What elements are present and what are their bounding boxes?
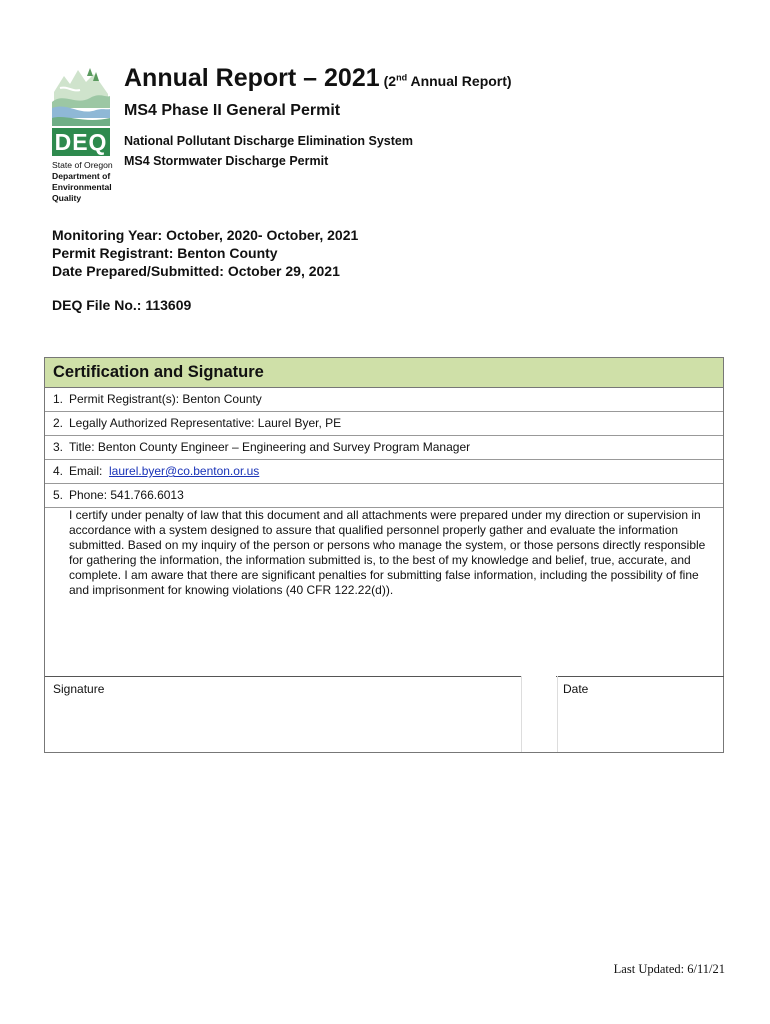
signature-divider <box>521 676 558 752</box>
subtitle-pre: (2 <box>383 73 397 89</box>
table-row <box>45 412 723 436</box>
date-field[interactable]: Date <box>563 682 589 696</box>
row-text: Permit Registrant(s): Benton County <box>69 392 262 406</box>
row-number: 1. <box>53 392 64 406</box>
system-name <box>124 131 413 171</box>
signature-line <box>45 676 521 677</box>
email-link[interactable]: laurel.byer@co.benton.or.us <box>109 464 260 478</box>
monitoring-year: Monitoring Year: October, 2020- October, 2021 <box>52 227 359 243</box>
title-main: Annual Report – 2021 <box>124 64 380 92</box>
system-line: MS4 Stormwater Discharge Permit <box>124 154 329 168</box>
signature-field[interactable]: Signature <box>53 682 105 696</box>
agency-line: Department of <box>52 171 111 181</box>
permit-name: MS4 Phase II General Permit <box>124 102 341 119</box>
permit-registrant: Permit Registrant: Benton County <box>52 245 278 261</box>
email-label: Email: <box>69 464 110 478</box>
agency-line: Environmental <box>52 182 112 192</box>
report-title <box>124 64 512 93</box>
last-updated: Last Updated: 6/11/21 <box>613 962 725 976</box>
row-text: Phone: 541.766.6013 <box>69 488 184 502</box>
deq-logo <box>50 62 112 204</box>
subtitle-post: Annual Report) <box>407 73 512 89</box>
row-number: 3. <box>53 440 64 454</box>
row-number: 5. <box>53 488 64 502</box>
certification-heading: Certification and Signature <box>45 358 723 388</box>
deq-acronym: DEQ <box>52 128 110 156</box>
certification-statement: I certify under penalty of law that this document and all attachments were prepared under my direction or supervision in accordance with a system designed to assure that qualified personnel properly gather and evaluate the information submitted. Based on my inquiry of the person or persons who manage the system, or those persons directly responsible for gathering the information, the information submitted is, to the best of my knowledge and belief, true, accurate, and complete. I am aware that there are significant penalties for submitting false information, including the possibility of fine and imprisonment for knowing violations (40 CFR 122.22(d)). <box>69 508 706 597</box>
title-subtitle <box>384 73 512 89</box>
agency-line: Quality <box>52 193 82 203</box>
date-prepared: Date Prepared/Submitted: October 29, 2021 <box>52 263 340 279</box>
table-row <box>45 484 723 508</box>
row-text: Legally Authorized Representative: Laurel Byer, PE <box>69 416 342 430</box>
system-line: National Pollutant Discharge Elimination System <box>124 134 413 148</box>
agency-line: State of Oregon <box>52 160 113 170</box>
report-meta <box>52 226 358 280</box>
agency-name <box>52 160 122 204</box>
row-number: 2. <box>53 416 64 430</box>
certification-table <box>44 357 724 753</box>
row-number: 4. <box>53 464 64 478</box>
row-text: Title: Benton County Engineer – Engineering and Survey Program Manager <box>69 440 471 454</box>
date-line <box>556 676 724 677</box>
deq-file-number: DEQ File No.: 113609 <box>52 297 192 313</box>
oregon-landscape-logo-icon <box>50 62 112 126</box>
subtitle-sup: nd <box>396 72 408 83</box>
table-row <box>45 460 723 484</box>
table-row <box>45 436 723 460</box>
table-row <box>45 388 723 412</box>
